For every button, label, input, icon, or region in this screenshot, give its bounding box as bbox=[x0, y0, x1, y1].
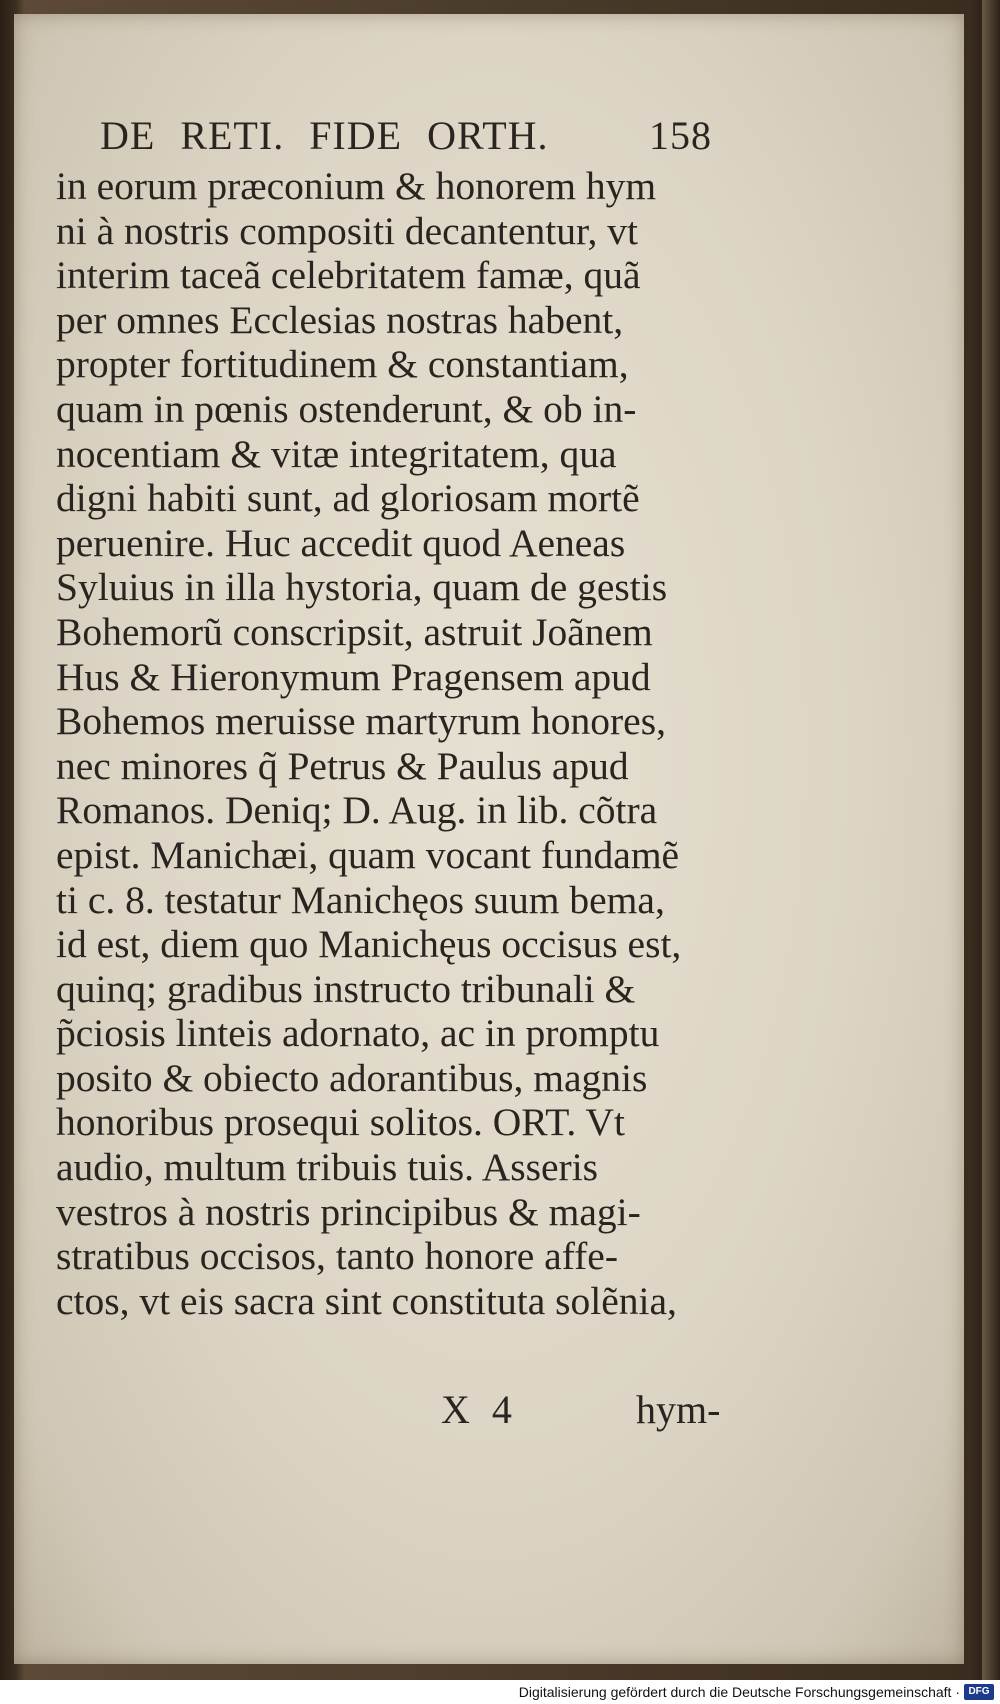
text-line: honoribus prosequi solitos. ORT. Vt bbox=[56, 1100, 625, 1145]
text-line: quinq; gradibus instructo tribunali & bbox=[56, 966, 636, 1011]
text-line: epist. Manichæi, quam vocant fundamẽ bbox=[56, 832, 680, 877]
text-line: id est, diem quo Manichęus occisus est, bbox=[56, 922, 682, 967]
page-number: 158 bbox=[649, 113, 712, 158]
text-line: stratibus occisos, tanto honore affe- bbox=[56, 1234, 618, 1279]
text-line: interim taceã celebritatem famæ, quã bbox=[56, 253, 641, 298]
catchword: hym- bbox=[636, 1387, 721, 1432]
text-line: p̃ciosis linteis adornato, ac in promptu bbox=[56, 1011, 660, 1056]
book-edge bbox=[982, 0, 1000, 1680]
text-line: peruenire. Huc accedit quod Aeneas bbox=[56, 520, 626, 565]
dfg-logo-icon: DFG bbox=[964, 1684, 994, 1700]
text-line: in eorum præconium & honorem hym bbox=[56, 164, 657, 208]
text-line: Romanos. Deniq; D. Aug. in lib. cõtra bbox=[56, 788, 658, 833]
text-line: Bohemorũ conscripsit, astruit Joãnem bbox=[56, 609, 653, 654]
text-line: nec minores q̃ Petrus & Paulus apud bbox=[56, 743, 629, 788]
credit-text: Digitalisierung gefördert durch die Deutsche Forschungsgemeinschaft · bbox=[518, 1684, 960, 1700]
text-line: vestros à nostris principibus & magi- bbox=[56, 1189, 641, 1234]
text-line: Bohemos meruisse martyrum honores, bbox=[56, 699, 666, 744]
text-line: per omnes Ecclesias nostras habent, bbox=[56, 297, 624, 342]
text-line: nocentiam & vitæ integritatem, qua bbox=[56, 431, 617, 476]
text-line: Hus & Hieronymum Pragensem apud bbox=[56, 654, 651, 699]
credit-bar bbox=[0, 1680, 1000, 1704]
text-line: posito & obiecto adorantibus, magnis bbox=[56, 1055, 648, 1100]
text-line: digni habiti sunt, ad gloriosam mortẽ bbox=[56, 476, 640, 521]
text-line: ni à nostris compositi decantentur, vt bbox=[56, 208, 639, 253]
text-line: propter fortitudinem & constantiam, bbox=[56, 342, 629, 387]
body-text bbox=[56, 164, 756, 1323]
text-line: audio, multum tribuis tuis. Asseris bbox=[56, 1145, 599, 1190]
running-header bbox=[100, 108, 720, 168]
text-line: quam in pœnis ostenderunt, & ob in- bbox=[56, 386, 637, 431]
running-title: DE RETI. FIDE ORTH. bbox=[100, 113, 549, 158]
page-footer bbox=[56, 1386, 756, 1436]
text-line: ti c. 8. testatur Manichęos suum bema, bbox=[56, 877, 665, 922]
text-line: ctos, vt eis sacra sint constituta solẽnia, bbox=[56, 1278, 677, 1323]
signature-mark: X 4 bbox=[441, 1387, 518, 1432]
text-line: Syluius in illa hystoria, quam de gestis bbox=[56, 565, 668, 610]
